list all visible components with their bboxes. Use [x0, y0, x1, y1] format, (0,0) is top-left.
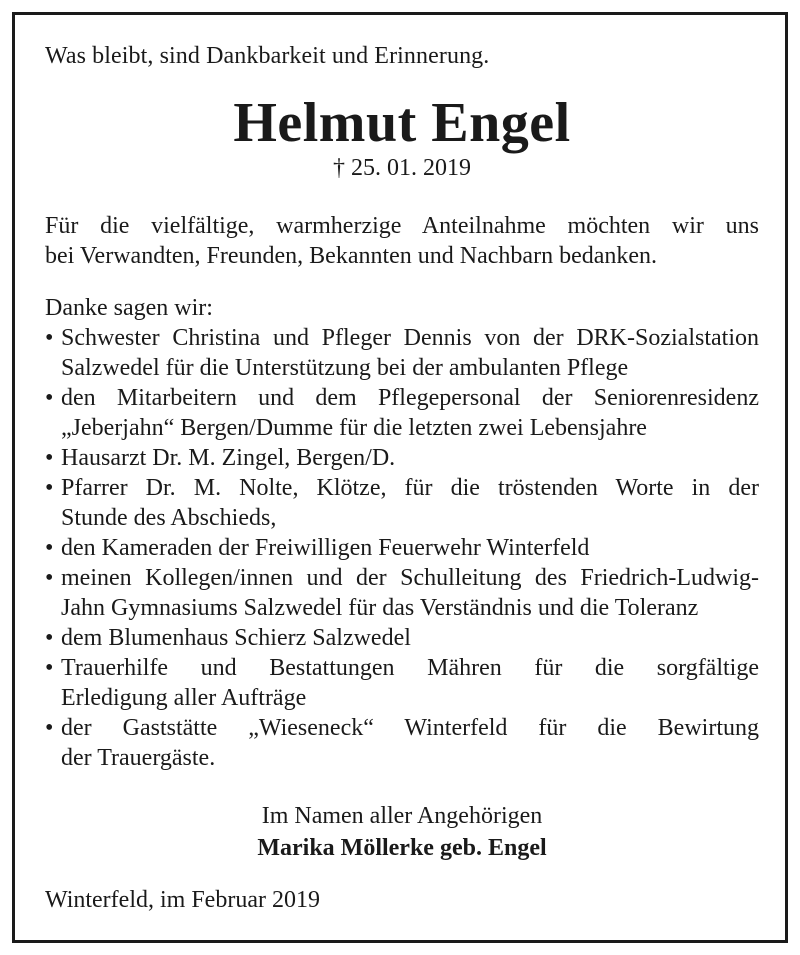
bullet-icon: • [45, 565, 54, 591]
thanks-item-line: Pfarrer Dr. M. Nolte, Klötze, für die tröstenden Worte in der [61, 475, 759, 501]
intro-line: bei Verwandten, Freunden, Bekannten und Nachbarn bedanken. [45, 243, 658, 269]
thanks-item-line: meinen Kollegen/innen und der Schulleitung des Friedrich-Ludwig- [61, 565, 759, 591]
thanks-title: Danke sagen wir: [45, 295, 213, 321]
signer-name: Marika Möllerke geb. Engel [257, 835, 547, 861]
thanks-item-line: dem Blumenhaus Schierz Salzwedel [61, 625, 411, 651]
motto: Was bleibt, sind Dankbarkeit und Erinnerung. [45, 43, 490, 69]
thanks-item-line: den Kameraden der Freiwilligen Feuerwehr Winterfeld [61, 535, 590, 561]
deceased-name: Helmut Engel [233, 92, 571, 154]
thanks-item-line: Trauerhilfe und Bestattungen Mähren für die sorgfältige [61, 655, 759, 681]
bullet-icon: • [45, 715, 54, 741]
notice-border [12, 12, 788, 943]
bullet-icon: • [45, 655, 54, 681]
death-date: † 25. 01. 2019 [333, 155, 471, 181]
thanks-item [45, 473, 759, 533]
place-date: Winterfeld, im Februar 2019 [45, 887, 320, 913]
thanks-item [45, 563, 759, 623]
thanks-item [45, 323, 759, 383]
thanks-item [45, 443, 759, 473]
thanks-item-line: Stunde des Abschieds, [61, 505, 277, 531]
thanks-item-line: Hausarzt Dr. M. Zingel, Bergen/D. [61, 445, 396, 471]
thanks-list [45, 323, 759, 773]
bullet-icon: • [45, 475, 54, 501]
thanks-item-line: der Gaststätte „Wieseneck“ Winterfeld für die Bewirtung [61, 715, 759, 741]
bullet-icon: • [45, 445, 54, 471]
thanks-item [45, 533, 759, 563]
bullet-icon: • [45, 325, 54, 351]
thanks-item [45, 653, 759, 713]
thanks-item-line: „Jeberjahn“ Bergen/Dumme für die letzten zwei Lebensjahre [61, 415, 647, 441]
notice-content [45, 41, 759, 915]
thanks-item [45, 623, 759, 653]
thanks-item [45, 713, 759, 773]
thanks-item-line: Salzwedel für die Unterstützung bei der ambulanten Pflege [61, 355, 629, 381]
bullet-icon: • [45, 535, 54, 561]
bullet-icon: • [45, 625, 54, 651]
bullet-icon: • [45, 385, 54, 411]
thanks-item-line: den Mitarbeitern und dem Pflegepersonal der Seniorenresidenz [61, 385, 759, 411]
thanks-item [45, 383, 759, 443]
closing-line: Im Namen aller Angehörigen [261, 803, 543, 829]
intro-line: Für die vielfältige, warmherzige Anteilnahme möchten wir uns [45, 213, 759, 239]
thanks-item-line: Schwester Christina und Pfleger Dennis von der DRK-Sozialstation [61, 325, 759, 351]
thanks-item-line: Jahn Gymnasiums Salzwedel für das Verständnis und die Toleranz [61, 595, 699, 621]
intro-text [45, 211, 759, 271]
thanks-item-line: Erledigung aller Aufträge [61, 685, 307, 711]
thanks-item-line: der Trauergäste. [61, 745, 216, 771]
